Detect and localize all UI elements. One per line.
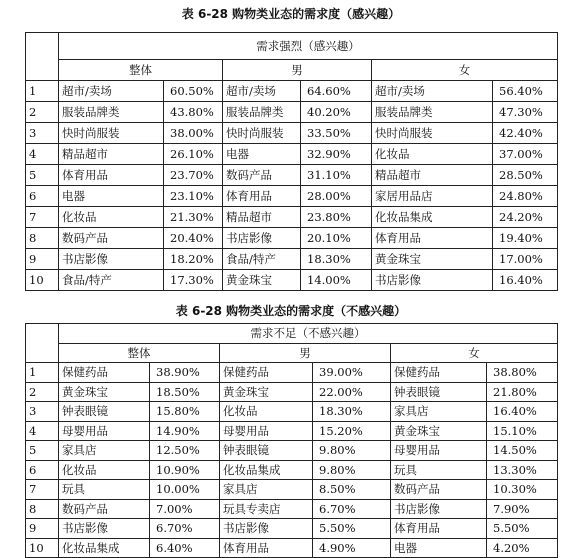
male-category: 黄金珠宝	[223, 270, 301, 291]
male-percent: 4.90%	[313, 538, 391, 558]
male-category: 体育用品	[223, 186, 301, 207]
table-row	[26, 421, 558, 441]
male-category: 黄金珠宝	[220, 382, 313, 402]
table1-group-male: 男	[223, 60, 372, 81]
rank-cell: 9	[26, 519, 59, 539]
table2-not-interested	[25, 323, 558, 558]
male-category: 化妆品集成	[220, 460, 313, 480]
female-percent: 21.80%	[487, 382, 558, 402]
overall-category: 黄金珠宝	[59, 382, 150, 402]
female-percent: 17.00%	[493, 249, 558, 270]
male-percent: 9.80%	[313, 441, 391, 461]
male-percent: 5.50%	[313, 519, 391, 539]
female-category: 数码产品	[391, 480, 487, 500]
table1-group-female: 女	[372, 60, 558, 81]
male-percent: 32.90%	[301, 144, 372, 165]
male-category: 食品/特产	[223, 249, 301, 270]
overall-percent: 15.80%	[150, 402, 220, 422]
overall-percent: 38.90%	[150, 363, 220, 383]
overall-category: 化妆品	[59, 207, 164, 228]
male-category: 钟表眼镜	[220, 441, 313, 461]
male-percent: 23.80%	[301, 207, 372, 228]
table-row	[26, 228, 558, 249]
overall-percent: 18.50%	[150, 382, 220, 402]
rank-cell: 6	[26, 186, 59, 207]
overall-percent: 60.50%	[164, 81, 223, 102]
table2-caption: 表 6-28 购物类业态的需求度（不感兴趣）	[175, 304, 407, 318]
table-row	[26, 270, 558, 291]
female-percent: 4.20%	[487, 538, 558, 558]
male-category: 服装品牌类	[223, 102, 301, 123]
table2-corner-cell	[26, 324, 59, 363]
rank-cell: 2	[26, 102, 59, 123]
overall-percent: 14.90%	[150, 421, 220, 441]
female-category: 化妆品集成	[372, 207, 493, 228]
overall-category: 书店影像	[59, 249, 164, 270]
female-category: 书店影像	[391, 499, 487, 519]
overall-category: 保健药品	[59, 363, 150, 383]
rank-cell: 3	[26, 123, 59, 144]
female-category: 玩具	[391, 460, 487, 480]
table1-corner-cell	[26, 33, 59, 81]
rank-cell: 3	[26, 402, 59, 422]
overall-category: 电器	[59, 186, 164, 207]
table-row	[26, 249, 558, 270]
female-category: 电器	[391, 538, 487, 558]
table2-body	[26, 324, 558, 558]
table1-body	[26, 33, 558, 291]
table-row	[26, 144, 558, 165]
overall-percent: 21.30%	[164, 207, 223, 228]
overall-percent: 23.10%	[164, 186, 223, 207]
table2-group-header-row	[26, 343, 558, 363]
overall-category: 化妆品集成	[59, 538, 150, 558]
overall-category: 化妆品	[59, 460, 150, 480]
table-row	[26, 382, 558, 402]
female-percent: 38.80%	[487, 363, 558, 383]
table2-group-overall: 整体	[59, 343, 220, 363]
table1-top-header-row	[26, 33, 558, 60]
overall-percent: 6.70%	[150, 519, 220, 539]
female-category: 家居用品店	[372, 186, 493, 207]
table-row	[26, 123, 558, 144]
overall-percent: 7.00%	[150, 499, 220, 519]
table-row	[26, 363, 558, 383]
female-category: 家具店	[391, 402, 487, 422]
rank-cell: 6	[26, 460, 59, 480]
female-percent: 24.20%	[493, 207, 558, 228]
female-percent: 15.10%	[487, 421, 558, 441]
rank-cell: 10	[26, 270, 59, 291]
table-row	[26, 207, 558, 228]
overall-category: 服装品牌类	[59, 102, 164, 123]
overall-percent: 43.80%	[164, 102, 223, 123]
table2-group-female: 女	[391, 343, 558, 363]
table-row	[26, 186, 558, 207]
female-category: 服装品牌类	[372, 102, 493, 123]
male-percent: 20.10%	[301, 228, 372, 249]
female-category: 体育用品	[372, 228, 493, 249]
rank-cell: 5	[26, 441, 59, 461]
male-percent: 6.70%	[313, 499, 391, 519]
male-category: 书店影像	[220, 519, 313, 539]
male-category: 体育用品	[220, 538, 313, 558]
female-category: 超市/卖场	[372, 81, 493, 102]
male-percent: 14.00%	[301, 270, 372, 291]
male-percent: 33.50%	[301, 123, 372, 144]
overall-category: 家具店	[59, 441, 150, 461]
overall-category: 食品/特产	[59, 270, 164, 291]
female-percent: 56.40%	[493, 81, 558, 102]
female-category: 黄金珠宝	[391, 421, 487, 441]
rank-cell: 5	[26, 165, 59, 186]
table-row	[26, 499, 558, 519]
male-category: 电器	[223, 144, 301, 165]
overall-percent: 12.50%	[150, 441, 220, 461]
male-category: 玩具专卖店	[220, 499, 313, 519]
male-percent: 22.00%	[313, 382, 391, 402]
rank-cell: 4	[26, 421, 59, 441]
male-percent: 18.30%	[313, 402, 391, 422]
overall-category: 超市/卖场	[59, 81, 164, 102]
female-percent: 37.00%	[493, 144, 558, 165]
overall-percent: 18.20%	[164, 249, 223, 270]
rank-cell: 2	[26, 382, 59, 402]
overall-percent: 26.10%	[164, 144, 223, 165]
rank-cell: 8	[26, 499, 59, 519]
male-percent: 64.60%	[301, 81, 372, 102]
male-percent: 9.80%	[313, 460, 391, 480]
male-percent: 39.00%	[313, 363, 391, 383]
female-percent: 13.30%	[487, 460, 558, 480]
overall-category: 母婴用品	[59, 421, 150, 441]
female-percent: 19.40%	[493, 228, 558, 249]
rank-cell: 1	[26, 363, 59, 383]
overall-percent: 6.40%	[150, 538, 220, 558]
male-category: 化妆品	[220, 402, 313, 422]
rank-cell: 7	[26, 480, 59, 500]
male-category: 精品超市	[223, 207, 301, 228]
overall-category: 书店影像	[59, 519, 150, 539]
female-percent: 16.40%	[487, 402, 558, 422]
overall-percent: 10.00%	[150, 480, 220, 500]
female-category: 快时尚服装	[372, 123, 493, 144]
male-percent: 28.00%	[301, 186, 372, 207]
overall-percent: 38.00%	[164, 123, 223, 144]
table1-group-overall: 整体	[59, 60, 223, 81]
table-row	[26, 402, 558, 422]
female-category: 钟表眼镜	[391, 382, 487, 402]
table-row	[26, 102, 558, 123]
table-row	[26, 81, 558, 102]
male-category: 家具店	[220, 480, 313, 500]
table1-top-header: 需求强烈（感兴趣）	[59, 33, 558, 60]
overall-percent: 10.90%	[150, 460, 220, 480]
female-percent: 28.50%	[493, 165, 558, 186]
male-category: 书店影像	[223, 228, 301, 249]
overall-percent: 20.40%	[164, 228, 223, 249]
male-percent: 40.20%	[301, 102, 372, 123]
male-category: 保健药品	[220, 363, 313, 383]
female-percent: 7.90%	[487, 499, 558, 519]
table-row	[26, 460, 558, 480]
rank-cell: 9	[26, 249, 59, 270]
male-percent: 18.30%	[301, 249, 372, 270]
female-category: 保健药品	[391, 363, 487, 383]
rank-cell: 7	[26, 207, 59, 228]
table1-interested	[25, 32, 558, 291]
female-category: 精品超市	[372, 165, 493, 186]
table-row	[26, 480, 558, 500]
male-category: 快时尚服装	[223, 123, 301, 144]
overall-category: 钟表眼镜	[59, 402, 150, 422]
table-row	[26, 519, 558, 539]
female-percent: 5.50%	[487, 519, 558, 539]
female-percent: 16.40%	[493, 270, 558, 291]
overall-category: 体育用品	[59, 165, 164, 186]
rank-cell: 4	[26, 144, 59, 165]
overall-category: 数码产品	[59, 228, 164, 249]
table1-caption: 表 6-28 购物类业态的需求度（感兴趣）	[181, 7, 401, 21]
female-percent: 24.80%	[493, 186, 558, 207]
female-percent: 10.30%	[487, 480, 558, 500]
female-percent: 47.30%	[493, 102, 558, 123]
overall-percent: 17.30%	[164, 270, 223, 291]
male-percent: 31.10%	[301, 165, 372, 186]
table-row	[26, 165, 558, 186]
table2-group-male: 男	[220, 343, 391, 363]
male-category: 母婴用品	[220, 421, 313, 441]
overall-percent: 23.70%	[164, 165, 223, 186]
overall-category: 玩具	[59, 480, 150, 500]
female-category: 母婴用品	[391, 441, 487, 461]
female-category: 化妆品	[372, 144, 493, 165]
table-row	[26, 538, 558, 558]
table2-top-header-row	[26, 324, 558, 344]
table-row	[26, 441, 558, 461]
rank-cell: 1	[26, 81, 59, 102]
overall-category: 精品超市	[59, 144, 164, 165]
male-percent: 8.50%	[313, 480, 391, 500]
male-category: 数码产品	[223, 165, 301, 186]
female-percent: 42.40%	[493, 123, 558, 144]
female-category: 体育用品	[391, 519, 487, 539]
overall-category: 数码产品	[59, 499, 150, 519]
overall-category: 快时尚服装	[59, 123, 164, 144]
male-category: 超市/卖场	[223, 81, 301, 102]
female-category: 书店影像	[372, 270, 493, 291]
female-percent: 14.50%	[487, 441, 558, 461]
table1-group-header-row	[26, 60, 558, 81]
male-percent: 15.20%	[313, 421, 391, 441]
rank-cell: 10	[26, 538, 59, 558]
female-category: 黄金珠宝	[372, 249, 493, 270]
table2-top-header: 需求不足（不感兴趣）	[59, 324, 558, 344]
rank-cell: 8	[26, 228, 59, 249]
